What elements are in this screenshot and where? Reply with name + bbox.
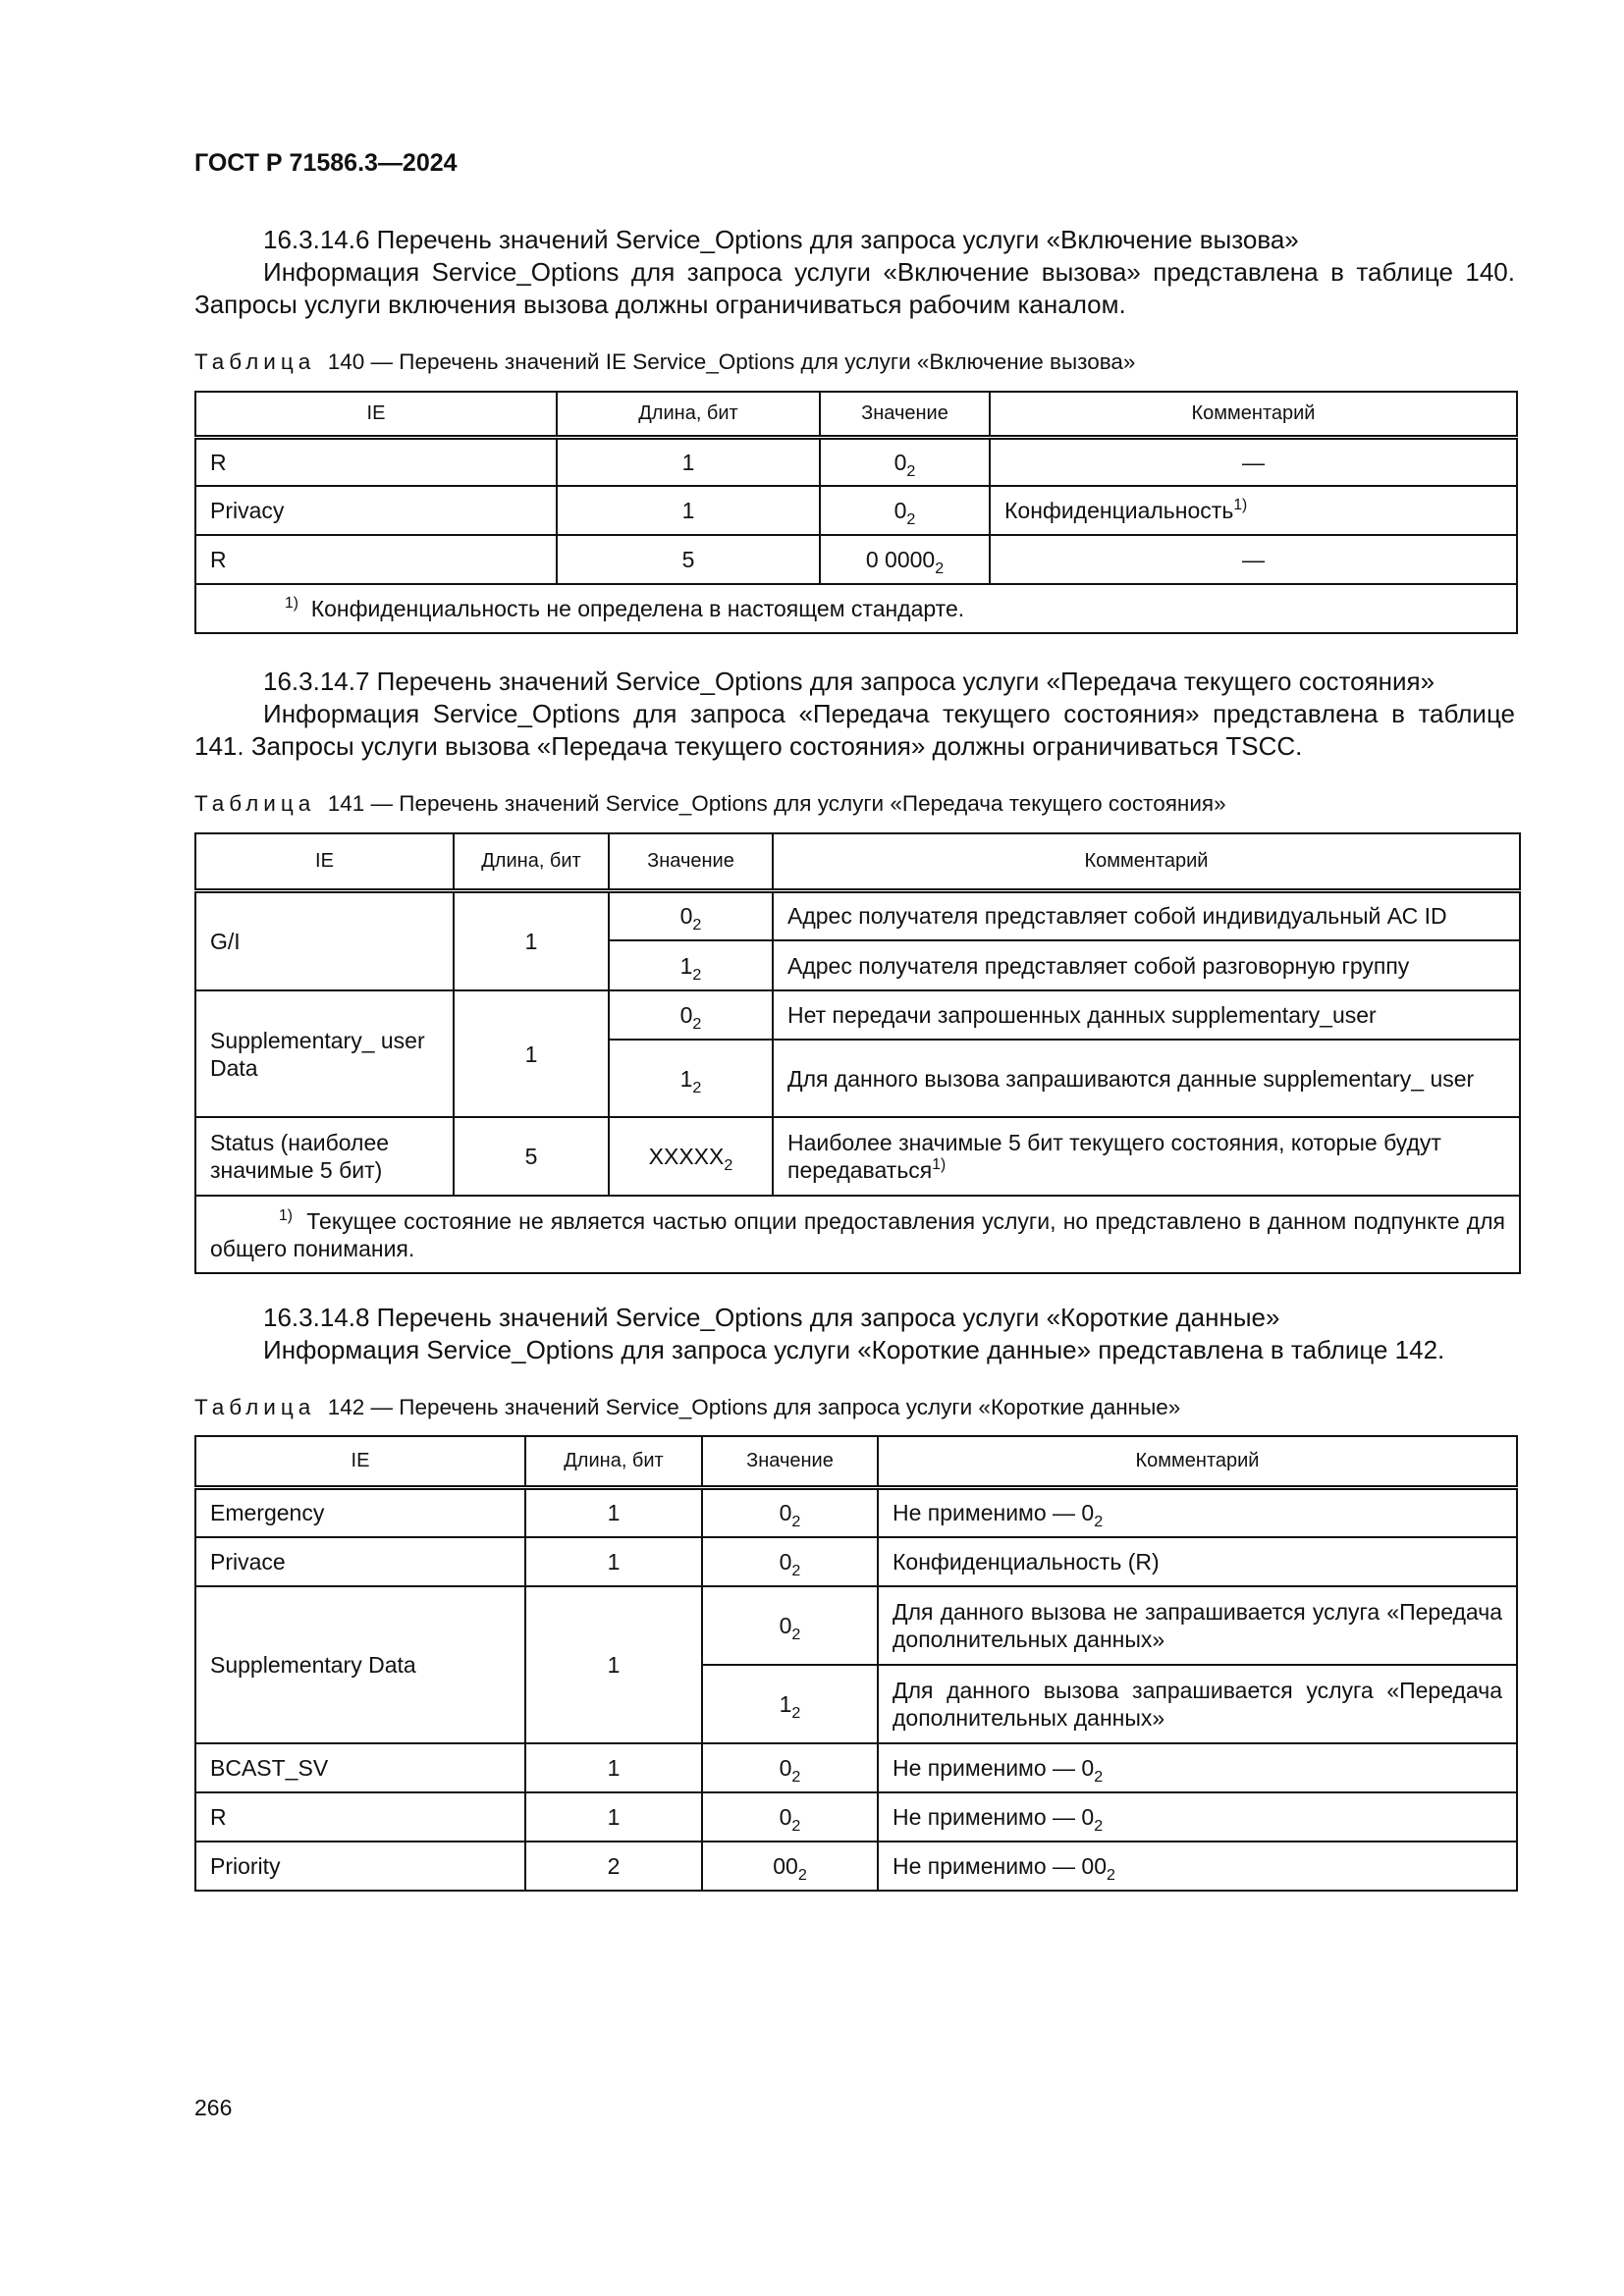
cell-ie: Supplementary_ user Data [195,990,454,1117]
cell-length: 1 [525,1792,702,1842]
cell-length: 1 [454,990,609,1117]
section-16-3-14-8 [194,1302,1515,1366]
cell-length: 1 [525,1487,702,1537]
caption-text: 142 — Перечень значений Service_Options для запроса услуги «Короткие данные» [327,1395,1181,1419]
col-header: Значение [820,392,990,437]
cell-length: 1 [557,486,820,535]
table-footnote: $^{1)}$ Текущее состояние не является частью опции предоставления услуги, но представлено в данном подпункте для общего понимания. [195,1196,1520,1273]
cell-comment: Нет передачи запрошенных данных supplementary_user [773,990,1520,1040]
col-header: Длина, бит [454,833,609,890]
cell-comment: — [990,535,1517,584]
section-16-3-14-7 [194,666,1515,763]
table-140-caption [194,349,1135,375]
cell-length: 1 [525,1743,702,1792]
cell-ie: Priority [195,1842,525,1891]
cell-length: 5 [454,1117,609,1196]
cell-comment: Для данного вызова запрашиваются данные supplementary_ user [773,1040,1520,1117]
cell-value: $1_2$ [702,1665,878,1743]
cell-comment: Для данного вызова запрашивается услуга «Передача дополнительных данных» [878,1665,1517,1743]
cell-ie: R [195,535,557,584]
cell-ie: R [195,1792,525,1842]
caption-word: Таблица [194,349,316,374]
section-16-3-14-6 [194,224,1515,321]
cell-length: 1 [557,437,820,486]
cell-ie: BCAST_SV [195,1743,525,1792]
cell-ie: G/I [195,890,454,990]
col-header: Комментарий [990,392,1517,437]
cell-ie: Emergency [195,1487,525,1537]
cell-value: $0_2$ [702,1743,878,1792]
table-row [195,1117,1520,1196]
cell-value: $XXXXX_2$ [609,1117,773,1196]
cell-ie: Privace [195,1537,525,1586]
section-body: Информация Service_Options для запроса «Передача текущего состояния» представлена в таблице 141. Запросы услуги вызова «Передача текущего состояния» должны ограничиваться TSCC. [194,699,1515,761]
col-header: Длина, бит [525,1436,702,1487]
cell-ie: Supplementary Data [195,1586,525,1743]
table-header [195,833,1520,890]
section-body: Информация Service_Options для запроса услуги «Короткие данные» представлена в таблице 142. [263,1335,1445,1364]
table-row [195,1586,1517,1665]
col-header: IE [195,392,557,437]
cell-value: 0 $0000_2$ [820,535,990,584]
cell-value: $0_2$ [702,1487,878,1537]
col-header: Значение [702,1436,878,1487]
cell-value: $0_2$ [609,990,773,1040]
cell-ie: R [195,437,557,486]
table-footnote-row [195,1196,1520,1273]
caption-text: 141 — Перечень значений Service_Options для услуги «Передача текущего состояния» [327,791,1226,816]
cell-value: $1_2$ [609,940,773,990]
col-header: Длина, бит [557,392,820,437]
col-header: IE [195,1436,525,1487]
table-header [195,392,1517,437]
cell-comment: Адрес получателя представляет собой разговорную группу [773,940,1520,990]
cell-value: $0_2$ [702,1792,878,1842]
cell-comment: — [990,437,1517,486]
document-code: ГОСТ Р 71586.3—2024 [194,149,458,177]
table-header [195,1436,1517,1487]
table-141-caption [194,791,1226,817]
cell-value: $0_2$ [702,1537,878,1586]
cell-comment: Не применимо — $0_2$ [878,1792,1517,1842]
table-row [195,1537,1517,1586]
cell-length: 2 [525,1842,702,1891]
table-row [195,535,1517,584]
page-number: 266 [194,2095,233,2120]
caption-word: Таблица [194,791,316,816]
table-140 [194,391,1518,634]
table-142-caption [194,1395,1180,1420]
table-row [195,990,1520,1040]
cell-length: 1 [525,1537,702,1586]
section-title: 16.3.14.6 Перечень значений Service_Options для запроса услуги «Включение вызова» [263,225,1299,254]
table-row [195,1487,1517,1537]
caption-text: 140 — Перечень значений IE Service_Options для услуги «Включение вызова» [327,349,1136,374]
table-142 [194,1435,1518,1892]
cell-ie: Privacy [195,486,557,535]
col-header: Комментарий [773,833,1520,890]
table-141 [194,832,1521,1274]
col-header: IE [195,833,454,890]
cell-value: $00_2$ [702,1842,878,1891]
table-footnote: $^{1)}$ Конфиденциальность не определена в настоящем стандарте. [195,584,1517,633]
cell-ie: Status (наиболее значимые 5 бит) [195,1117,454,1196]
cell-value: $0_2$ [820,486,990,535]
cell-comment: Не применимо — $0_2$ [878,1743,1517,1792]
table-row [195,1842,1517,1891]
cell-value: $0_2$ [609,890,773,940]
section-body: Информация Service_Options для запроса услуги «Включение вызова» представлена в таблице 140. Запросы услуги включения вызова должны ограничиваться рабочим каналом. [194,257,1515,319]
table-row [195,1792,1517,1842]
cell-value: $0_2$ [702,1586,878,1665]
table-row [195,437,1517,486]
cell-comment: Не применимо — $00_2$ [878,1842,1517,1891]
cell-comment: Для данного вызова не запрашивается услуга «Передача дополнительных данных» [878,1586,1517,1665]
caption-word: Таблица [194,1395,316,1419]
col-header: Комментарий [878,1436,1517,1487]
table-row [195,1743,1517,1792]
cell-value: $1_2$ [609,1040,773,1117]
cell-length: 1 [454,890,609,990]
cell-value: $0_2$ [820,437,990,486]
section-title: 16.3.14.8 Перечень значений Service_Options для запроса услуги «Короткие данные» [263,1303,1280,1332]
table-row [195,486,1517,535]
table-footnote-row [195,584,1517,633]
cell-comment: Адрес получателя представляет собой индивидуальный АС ID [773,890,1520,940]
cell-comment: Наиболее значимые 5 бит текущего состояния, которые будут передаваться$^{1)}$ [773,1117,1520,1196]
cell-length: 5 [557,535,820,584]
section-title: 16.3.14.7 Перечень значений Service_Options для запроса услуги «Передача текущего состояния» [263,667,1435,696]
cell-comment: Не применимо — $0_2$ [878,1487,1517,1537]
cell-comment: Конфиденциальность (R) [878,1537,1517,1586]
cell-comment: Конфиденциальность$^{1)}$ [990,486,1517,535]
table-row [195,890,1520,940]
col-header: Значение [609,833,773,890]
cell-length: 1 [525,1586,702,1743]
